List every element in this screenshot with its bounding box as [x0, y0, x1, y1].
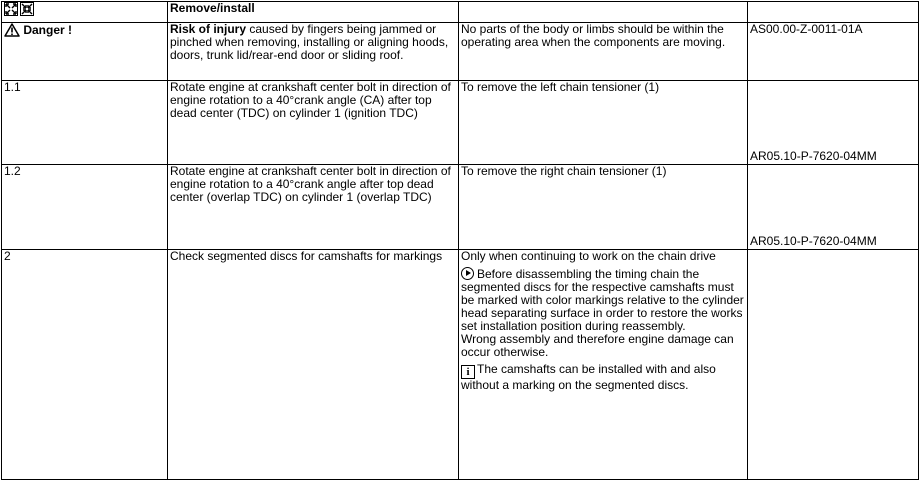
section-title: Remove/install [168, 2, 459, 23]
note-tip [461, 267, 745, 333]
info-square-icon: i [461, 365, 475, 379]
note-intro: Only when continuing to work on the chain drive [461, 249, 716, 263]
tip-circle-icon [461, 267, 474, 280]
step-note: To remove the left chain tensioner (1) [459, 81, 748, 165]
note-info-text: The camshafts can be installed with and also without a marking on the segmented discs. [461, 362, 716, 392]
note-info [461, 363, 745, 392]
step-ref-cell [748, 81, 919, 165]
step-row [2, 165, 919, 250]
danger-ref: AS00.00-Z-0011-01A [748, 23, 919, 81]
step-ref: AR05.10-P-7620-04MM [750, 149, 877, 163]
step-number: 1.2 [2, 165, 168, 250]
step-note-cell [459, 250, 748, 480]
step-ref-cell [748, 165, 919, 250]
step-number: 1.1 [2, 81, 168, 165]
step-action: Rotate engine at crankshaft center bolt in direction of engine rotation to a 40°crank angle (CA) after top dead center (TDC) on cylinder 1 (ignition TDC) [168, 81, 459, 165]
step-ref [748, 250, 919, 480]
header-row [2, 2, 919, 23]
step-row [2, 81, 919, 165]
risk-text: caused by fingers being jammed or pinched when removing, installing or aligning hoods, doors, trunk lid/rear-end door or sliding roof. [170, 22, 449, 62]
danger-row [2, 23, 919, 81]
remove-install-icon [20, 2, 34, 16]
note-tip-text: Before disassembling the timing chain the segmented discs for the respective camshafts must be marked with color markings relative to the cylinder head separating surface in order to restore the works set installation position during reassembly. [461, 267, 744, 333]
step-ref: AR05.10-P-7620-04MM [750, 234, 877, 248]
step-note: To remove the right chain tensioner (1) [459, 165, 748, 250]
remove-install-icon [4, 2, 18, 16]
step-action: Check segmented discs for camshafts for markings [168, 250, 459, 480]
note-warning: Wrong assembly and therefore engine damage can occur otherwise. [461, 332, 734, 359]
step-action: Rotate engine at crankshaft center bolt in direction of engine rotation to a 40°crank angle after top dead center (overlap TDC) on cylinder 1 (overlap TDC) [168, 165, 459, 250]
step-row [2, 250, 919, 480]
header-icons-cell [2, 2, 168, 23]
header-empty-cell [748, 2, 919, 23]
danger-risk-cell [168, 23, 459, 81]
instruction-table [1, 1, 919, 480]
header-empty-cell [459, 2, 748, 23]
step-number: 2 [2, 250, 168, 480]
danger-label: Danger ! [23, 23, 73, 37]
risk-heading: Risk of injury [170, 22, 247, 36]
danger-instruction-cell: No parts of the body or limbs should be within the operating area when the components are moving. [459, 23, 748, 81]
danger-label-cell [2, 23, 168, 81]
warning-triangle-icon [4, 23, 20, 37]
